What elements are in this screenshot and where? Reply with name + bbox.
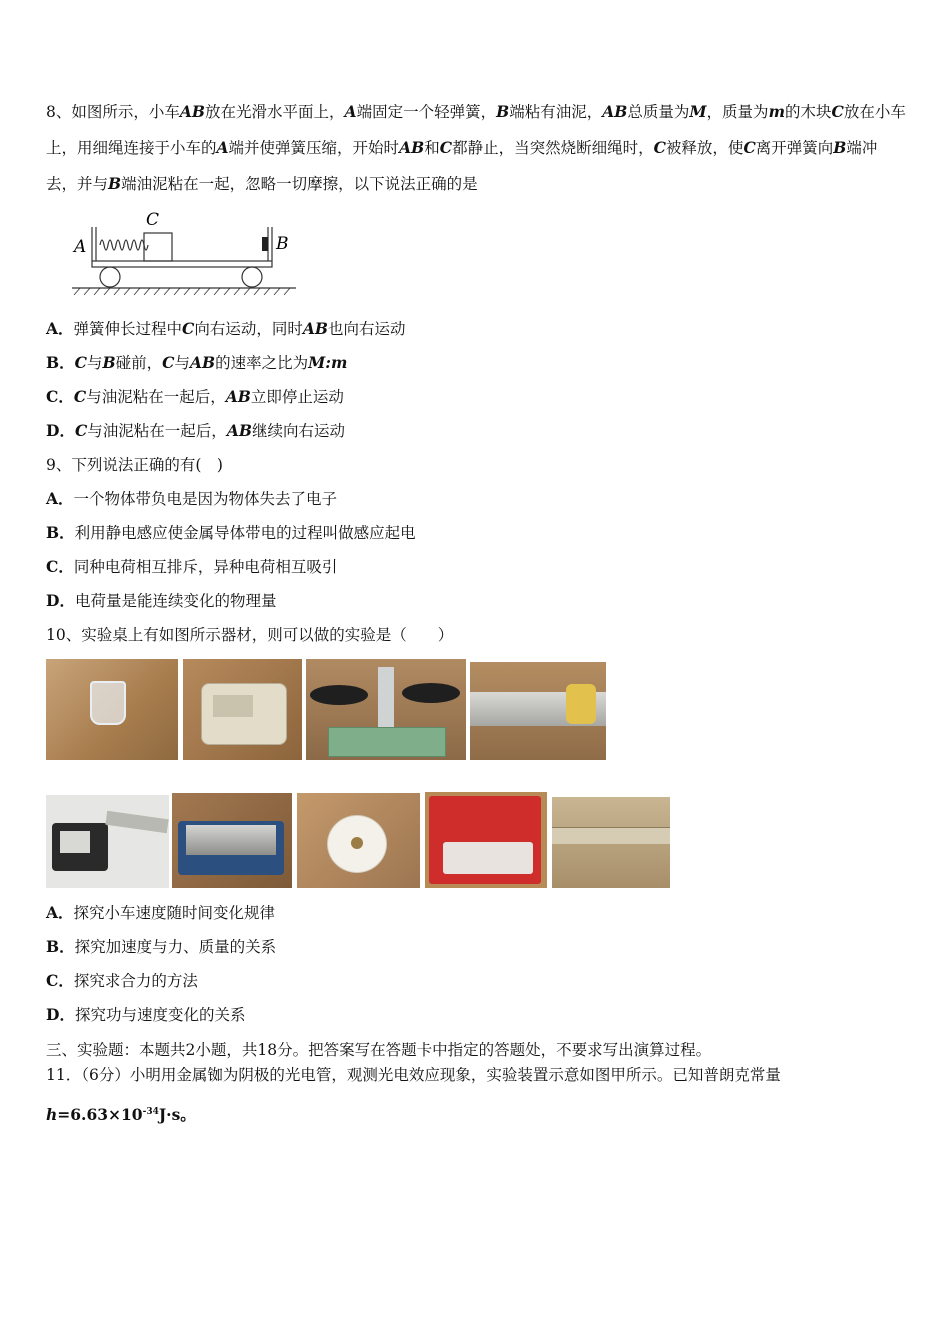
label-C: C bbox=[146, 210, 160, 230]
q10-stem: 10、实验桌上有如图所示器材，则可以做的实验是（ ） bbox=[46, 626, 454, 644]
photo-timer bbox=[183, 659, 302, 760]
q8-option-b: B．C与B碰前，C与AB的速率之比为M:m bbox=[46, 353, 348, 372]
q10-option-d: D．探究功与速度变化的关系 bbox=[46, 1005, 246, 1024]
photo-ruler bbox=[552, 797, 670, 888]
q8-option-d: D．C与油泥粘在一起后，AB继续向右运动 bbox=[46, 421, 345, 440]
label-B: B bbox=[276, 234, 289, 254]
q8-option-c: C．C与油泥粘在一起后，AB立即停止运动 bbox=[46, 387, 344, 406]
q9-option-b: B．利用静电感应使金属导体带电的过程叫做感应起电 bbox=[46, 523, 416, 542]
photo-tape bbox=[297, 793, 420, 888]
q10-option-a: A．探究小车速度随时间变化规律 bbox=[46, 903, 276, 922]
photo-weight-box bbox=[425, 792, 547, 888]
q11-stem: 11．（6分）小明用金属铷为阴极的光电管，观测光电效应现象，实验装置示意如图甲所示。已知普朗克常量 bbox=[46, 1066, 781, 1084]
q10-option-c: C．探究求合力的方法 bbox=[46, 971, 198, 990]
q9-stem: 9、下列说法正确的有( ) bbox=[46, 456, 223, 474]
photo-cup bbox=[46, 659, 178, 760]
cart-spring-figure bbox=[66, 205, 302, 295]
label-A: A bbox=[74, 237, 87, 257]
q9-option-c: C．同种电荷相互排斥，异种电荷相互吸引 bbox=[46, 557, 338, 576]
q8-stem: 8、如图所示，小车AB放在光滑水平面上，A端固定一个轻弹簧，B端粘有油泥，AB总质量为M，质量为m的木块C放在小车上，用细绳连接于小车的A端并使弹簧压缩，开始时AB和C都静止，当突然烧断细绳时，C被释放，使C离开弹簧向B端冲去，并与B端油泥粘在一起，忽略一切摩擦，以下说法正确的是 bbox=[46, 102, 906, 193]
photo-power-supply bbox=[46, 795, 169, 888]
photo-weights bbox=[172, 793, 292, 888]
photo-balance bbox=[306, 659, 466, 760]
q9-option-d: D．电荷量是能连续变化的物理量 bbox=[46, 591, 277, 610]
q9-option-a: A．一个物体带负电是因为物体失去了电子 bbox=[46, 489, 338, 508]
q10-option-b: B．探究加速度与力、质量的关系 bbox=[46, 937, 277, 956]
q8-option-a: A．弹簧伸长过程中C向右运动，同时AB也向右运动 bbox=[46, 319, 406, 338]
photo-track bbox=[470, 662, 606, 760]
q11-planck-constant: $h=6.63\times 10^{-34}J\cdot s$。 bbox=[46, 1105, 196, 1125]
section-3-heading: 三、实验题：本题共2小题，共18分。把答案写在答题卡中指定的答题处，不要求写出演算过程。 bbox=[46, 1041, 712, 1059]
